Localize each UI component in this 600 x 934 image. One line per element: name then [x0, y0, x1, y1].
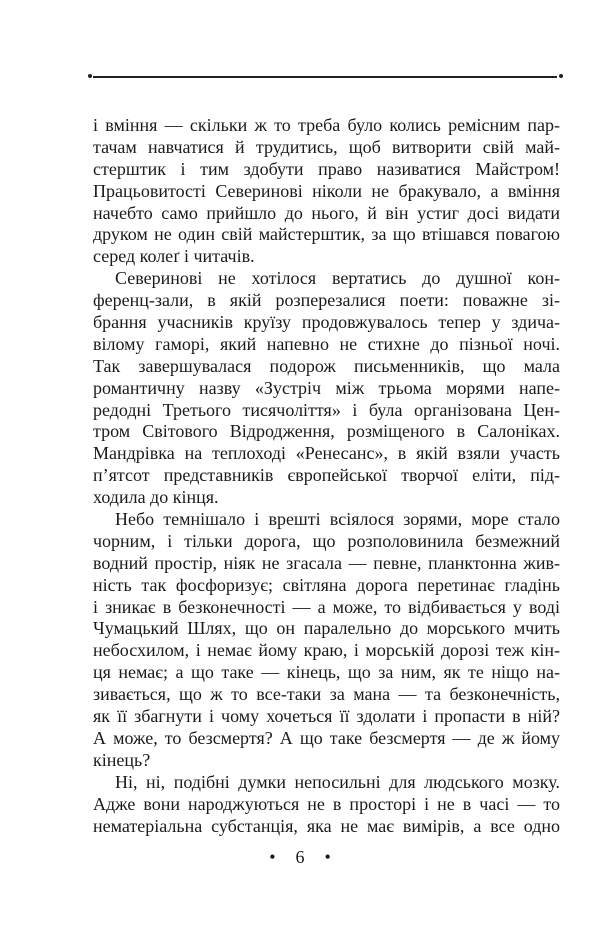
text-line: редодні Третього тисячоліття» і була організована Цен- — [93, 399, 560, 420]
text-line: Небо темнішало і врешті всіялося зорями, море стало — [115, 509, 560, 530]
text-line: водний простір, ніяк не згасала — певне, планктонна жив- — [93, 552, 560, 573]
paragraph — [93, 772, 560, 838]
text-line: чорним, і тільки дорога, що розполовинила безмежний — [93, 530, 560, 551]
text-line: ність так фосфоризує; світляна дорога перетинає гладінь — [93, 574, 560, 595]
text-line: начебто само прийшло до нього, й він устиг досі видати — [93, 202, 560, 223]
text-line: Мандрівка на теплоході «Ренесанс», в якій взяли участь — [93, 443, 560, 464]
text-line: небосхилом, і немає йому краю, і морській дорозі теж кін- — [93, 640, 560, 661]
text-line: кінець? — [93, 749, 151, 770]
page-number: 6 — [295, 847, 305, 867]
text-line: ця немає; а що таке — кінець, що за ним, як те ніщо на- — [93, 662, 560, 683]
text-line: Працьовитості Северинові ніколи не бракувало, а вміння — [93, 180, 560, 201]
text-line: тачам навчатися й трудитись, щоб витворити свій май- — [93, 136, 560, 157]
text-line: брання учасників круїзу продовжувалось тепер у здича- — [93, 312, 560, 333]
folio-bullet-right: • — [324, 847, 331, 867]
text-line: Адже вони народжуються не в просторі і не в часі — то — [93, 793, 560, 814]
text-line: зивається, що ж то все-таки за мана — та безконечність, — [93, 684, 560, 705]
header-rule-line — [93, 76, 557, 78]
text-line: Северинові не хотілося вертатись до душної кон- — [115, 268, 560, 289]
paragraph — [93, 115, 560, 268]
text-line: і вміння — скільки ж то треба було колись ремісним пар- — [93, 115, 560, 135]
text-line: Чумацький Шлях, що он паралельно до морського мчить — [93, 618, 560, 639]
text-line: ференц-зали, в якій розперезалися поети: поважне зі- — [93, 290, 560, 311]
body-text — [93, 115, 560, 837]
text-line: і зникає в безконечності — а може, то відбивається у воді — [93, 596, 560, 617]
header-rule-right-dot — [559, 74, 563, 78]
text-line: п’ятсот представників європейської творчої еліти, під- — [93, 465, 560, 486]
text-line: Ні, ні, подібні думки непосильні для людського мозку. — [115, 771, 560, 792]
text-line: друком не один свій майстерштик, за що втішався повагою — [93, 224, 560, 245]
text-line: тром Світового Відродження, розміщеного в Салоніках. — [93, 421, 560, 442]
text-line: стерштик і тим здобути право називатися Майстром! — [93, 158, 560, 179]
text-line: Так завершувалася подорож письменників, що мала — [93, 355, 560, 376]
text-line: ходила до кінця. — [93, 487, 219, 508]
page-folio — [0, 847, 600, 868]
folio-bullet-left: • — [269, 847, 276, 867]
text-line: А може, то безсмертя? А що таке безсмертя — де ж йому — [93, 727, 560, 748]
paragraph — [93, 268, 560, 509]
text-line: романтичну назву «Зустріч між трьома морями напе- — [93, 377, 560, 398]
text-line: серед колеґ і читачів. — [93, 246, 255, 267]
text-line: вілому гаморі, який напевно не стихне до пізньої ночі. — [93, 333, 560, 354]
header-rule-left-dot — [88, 74, 92, 78]
text-line: як її збагнути і чому хочеться її здолати і пропасти в ній? — [93, 706, 560, 727]
paragraph — [93, 509, 560, 772]
text-line: нематеріальна субстанція, яка не має вимірів, а все одно — [93, 815, 560, 836]
